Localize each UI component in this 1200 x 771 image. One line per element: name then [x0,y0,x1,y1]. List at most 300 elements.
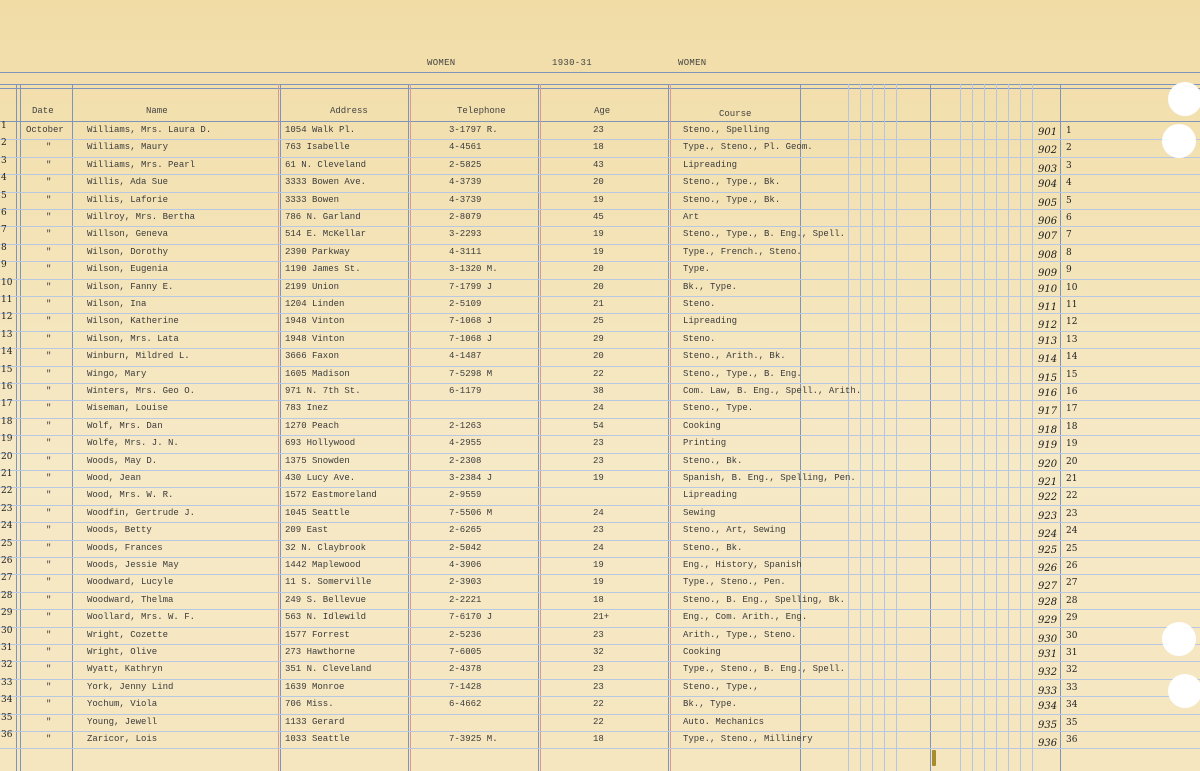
row-date: " [46,438,52,449]
table-row [0,661,1200,678]
binder-hole [1162,622,1196,656]
row-date: " [46,368,52,379]
row-name: Woods, Frances [87,542,163,553]
row-age: 23 [593,681,604,692]
table-row [0,122,1200,139]
row-telephone: 2-6265 [449,525,482,536]
row-name: Wolf, Mrs. Dan [87,420,163,431]
row-course: Art [683,212,700,222]
row-course: Type., Steno., B. Eng., Spell. [683,664,846,675]
row-age: 18 [593,594,604,605]
row-line-number-left: 31 [1,643,13,653]
row-telephone: 6-4662 [449,699,482,710]
table-row [0,731,1200,748]
table-row [0,714,1200,731]
row-line-number-right: 17 [1066,404,1078,415]
table-row [0,157,1200,174]
row-name: Williams, Mrs. Pearl [87,159,196,170]
row-line-number-right: 31 [1066,648,1078,658]
row-age: 25 [593,316,604,327]
row-course: Lipreading [683,159,738,170]
row-line-number-right: 32 [1066,665,1078,676]
row-address: 11 S. Somerville [285,577,372,588]
column-header-age: Age [594,106,611,116]
row-telephone: 7-1428 [449,681,482,692]
table-row [0,435,1200,452]
row-telephone: 2-2221 [449,594,482,605]
row-line-number-left: 18 [1,416,13,427]
row-line-number-right: 26 [1066,561,1078,571]
row-telephone: 2-5109 [449,299,482,309]
row-handwritten-number: 922 [1038,492,1058,504]
row-course: Steno., Type., B. Eng. [683,368,802,379]
row-line-number-right: 29 [1066,613,1078,624]
row-address: 514 E. McKellar [285,229,367,240]
row-line-number-right: 14 [1066,352,1078,363]
row-name: Wright, Cozette [87,629,169,640]
row-address: 763 Isabelle [285,142,350,153]
row-telephone: 7-3925 M. [449,734,498,744]
row-name: Woods, Betty [87,525,152,536]
row-line-number-left: 11 [1,295,13,305]
row-telephone: 7-5298 M [449,368,493,379]
row-telephone: 6-1179 [449,386,482,396]
row-line-number-right: 8 [1066,247,1072,258]
row-line-number-left: 14 [1,347,13,358]
row-handwritten-number: 917 [1038,406,1058,418]
row-telephone: 2-5042 [449,542,482,553]
row-telephone: 4-3739 [449,177,482,188]
table-row [0,592,1200,609]
table-row [0,174,1200,191]
row-line-number-left: 12 [1,312,13,323]
row-telephone: 7-1799 J [449,281,493,292]
table-row [0,574,1200,591]
row-handwritten-number: 904 [1038,179,1058,191]
binder-hole [1168,82,1200,116]
row-age: 20 [593,177,604,188]
row-telephone: 7-6005 [449,647,482,657]
row-line-number-left: 27 [1,573,13,584]
row-course: Eng., Com. Arith., Eng. [683,612,808,623]
row-line-number-right: 24 [1066,526,1078,537]
row-name: Winters, Mrs. Geo O. [87,386,196,396]
row-line-number-left: 5 [1,190,7,201]
row-age: 54 [593,420,604,431]
row-age: 38 [593,386,604,396]
row-age: 21+ [593,612,610,623]
row-date: " [46,316,52,327]
row-address: 3333 Bowen Ave. [285,177,367,188]
row-age: 23 [593,125,604,135]
row-date: " [46,212,52,222]
row-handwritten-number: 932 [1038,667,1058,679]
row-date: " [46,264,52,275]
row-course: Spanish, B. Eng., Spelling, Pen. [683,473,856,483]
row-name: Wyatt, Kathryn [87,664,163,675]
row-address: 430 Lucy Ave. [285,473,356,483]
table-row [0,487,1200,504]
row-telephone: 4-3111 [449,246,482,257]
column-header-course: Course [719,109,752,119]
row-handwritten-number: 906 [1038,216,1058,227]
table-row [0,453,1200,470]
row-date: " [46,159,52,170]
row-date: " [46,333,52,344]
row-line-number-right: 30 [1066,630,1078,641]
header-women-left: WOMEN [427,58,456,68]
row-address: 693 Hollywood [285,438,356,449]
row-name: Williams, Maury [87,142,169,153]
row-course: Type., Steno., Pen. [683,577,786,588]
row-date: " [46,473,52,483]
row-line-number-left: 22 [1,486,13,497]
row-handwritten-number: 909 [1038,268,1058,280]
row-handwritten-number: 919 [1038,440,1058,452]
row-age: 19 [593,473,604,483]
row-handwritten-number: 918 [1038,424,1058,436]
table-row [0,296,1200,313]
row-line-number-right: 34 [1066,700,1078,711]
table-row [0,383,1200,400]
table-row [0,244,1200,261]
row-course: Steno. [683,299,716,309]
row-course: Sewing [683,507,716,518]
row-telephone: 7-1068 J [449,333,493,344]
row-line-number-left: 3 [1,155,7,166]
row-telephone: 2-1263 [449,420,482,431]
row-name: Wilson, Katherine [87,316,179,327]
row-address: 1639 Monroe [285,681,345,692]
row-date: " [46,299,52,309]
row-telephone: 7-1068 J [449,316,493,327]
row-address: 3333 Bowen [285,194,340,205]
row-line-number-left: 7 [1,225,7,236]
row-telephone: 2-5825 [449,159,482,170]
row-name: Wood, Jean [87,473,142,483]
row-date: " [46,681,52,692]
row-handwritten-number: 914 [1038,354,1058,366]
row-telephone: 3-1320 M. [449,264,498,275]
header-rule [0,72,1200,73]
row-age: 45 [593,212,604,222]
row-line-number-right: 19 [1066,439,1078,450]
row-course: Steno., Arith., Bk. [683,351,786,362]
row-telephone: 7-6170 J [449,612,493,623]
row-line-number-left: 17 [1,399,13,410]
row-age: 21 [593,299,604,309]
row-telephone: 2-4378 [449,664,482,675]
row-line-number-left: 25 [1,538,13,549]
table-row [0,331,1200,348]
row-name: Young, Jewell [87,716,158,727]
row-age: 24 [593,403,604,414]
row-telephone: 4-3739 [449,194,482,205]
row-handwritten-number: 901 [1038,127,1058,138]
row-line-number-left: 4 [1,173,7,184]
row-age: 22 [593,716,604,727]
row-course: Steno., Bk. [683,542,743,553]
row-line-number-right: 7 [1066,230,1072,241]
row-line-number-left: 15 [1,364,13,375]
table-row [0,418,1200,435]
row-age: 23 [593,664,604,675]
row-course: Printing [683,438,727,449]
row-age: 19 [593,229,604,240]
row-telephone: 4-4561 [449,142,482,153]
row-address: 1577 Forrest [285,629,350,640]
row-handwritten-number: 926 [1038,563,1058,574]
row-course: Steno., Type., [683,681,759,692]
row-age: 32 [593,647,604,657]
row-age: 23 [593,629,604,640]
row-telephone: 2-9559 [449,490,482,501]
row-address: 783 Inez [285,403,329,414]
row-line-number-left: 32 [1,660,13,671]
row-date: " [46,507,52,518]
row-name: Wilson, Mrs. Lata [87,333,179,344]
table-row [0,609,1200,626]
row-date: " [46,734,52,744]
row-handwritten-number: 935 [1038,719,1058,731]
row-age: 22 [593,368,604,379]
row-address: 1375 Snowden [285,455,350,466]
row-line-number-right: 28 [1066,595,1078,606]
row-telephone: 2-2308 [449,455,482,466]
row-date: " [46,560,52,570]
row-address: 1133 Gerard [285,716,345,727]
row-age: 19 [593,194,604,205]
row-course: Cooking [683,420,721,431]
row-address: 563 N. Idlewild [285,612,367,623]
row-course: Lipreading [683,316,738,327]
row-date: " [46,403,52,414]
row-course: Steno., Bk. [683,455,743,466]
row-handwritten-number: 903 [1038,163,1058,175]
row-handwritten-number: 921 [1038,477,1058,488]
row-date: " [46,629,52,640]
row-handwritten-number: 915 [1038,372,1058,384]
row-name: Woods, May D. [87,455,158,466]
column-header-date: Date [32,106,54,116]
row-name: Wiseman, Louise [87,403,169,414]
row-address: 1204 Linden [285,299,345,309]
row-name: Willroy, Mrs. Bertha [87,212,196,222]
row-handwritten-number: 923 [1038,510,1058,522]
row-date: " [46,455,52,466]
row-handwritten-number: 907 [1038,231,1058,243]
row-line-number-right: 13 [1066,334,1078,345]
row-telephone: 3-1797 R. [449,125,498,135]
column-header-address: Address [330,106,368,116]
row-date: " [46,577,52,588]
row-line-number-right: 23 [1066,508,1078,519]
table-row [0,627,1200,644]
row-handwritten-number: 928 [1038,596,1058,608]
row-line-number-left: 24 [1,521,13,532]
table-row [0,470,1200,487]
row-address: 32 N. Claybrook [285,542,367,553]
row-name: Woods, Jessie May [87,560,179,570]
row-course: Steno. [683,333,716,344]
column-header-name: Name [146,106,168,116]
table-row [0,696,1200,713]
row-date: " [46,525,52,536]
row-line-number-right: 10 [1066,282,1078,293]
header-year: 1930-31 [552,58,592,68]
row-name: York, Jenny Lind [87,681,174,692]
table-row [0,366,1200,383]
row-handwritten-number: 936 [1038,738,1058,749]
row-age: 23 [593,525,604,536]
row-name: Woodward, Lucyle [87,577,174,588]
row-handwritten-number: 916 [1038,388,1058,399]
row-course: Type., Steno., Millinery [683,734,813,744]
row-course: Steno., Type., Bk. [683,177,781,188]
row-course: Type., Steno., Pl. Geom. [683,142,813,153]
row-address: 1270 Peach [285,420,340,431]
row-line-number-right: 5 [1066,195,1072,206]
row-course: Com. Law, B. Eng., Spell., Arith. [683,386,862,396]
row-address: 1948 Vinton [285,316,345,327]
row-handwritten-number: 924 [1038,529,1058,541]
ink-mark [932,750,936,766]
row-telephone: 7-5506 M [449,507,493,518]
table-row [0,348,1200,365]
row-line-number-left: 20 [1,451,13,462]
row-date: " [46,386,52,396]
row-course: Cooking [683,647,721,657]
row-name: Wolfe, Mrs. J. N. [87,438,179,449]
row-date: " [46,716,52,727]
header-women-right: WOMEN [678,58,707,68]
row-line-number-right: 15 [1066,369,1078,380]
row-course: Bk., Type. [683,281,738,292]
row-name: Woodward, Thelma [87,594,174,605]
row-name: Willis, Ada Sue [87,177,169,188]
table-row [0,400,1200,417]
row-age: 20 [593,281,604,292]
row-telephone: 3-2384 J [449,473,493,483]
row-age: 43 [593,159,604,170]
row-handwritten-number: 911 [1038,302,1058,313]
row-telephone: 2-5236 [449,629,482,640]
row-date: " [46,699,52,710]
row-line-number-left: 23 [1,503,13,514]
row-date: " [46,594,52,605]
row-date: " [46,647,52,657]
row-handwritten-number: 905 [1038,197,1058,209]
row-line-number-left: 16 [1,382,13,392]
row-line-number-left: 30 [1,625,13,636]
row-age: 20 [593,264,604,275]
row-line-number-right: 16 [1066,387,1078,397]
row-line-number-right: 4 [1066,178,1072,189]
table-row [0,226,1200,243]
row-line-number-right: 27 [1066,578,1078,589]
row-age: 18 [593,734,604,744]
row-telephone: 4-1487 [449,351,482,362]
row-name: Wood, Mrs. W. R. [87,490,174,501]
row-name: Woollard, Mrs. W. F. [87,612,196,623]
row-telephone: 3-2293 [449,229,482,240]
row-handwritten-number: 910 [1038,283,1058,295]
binder-hole [1168,674,1200,708]
table-row [0,139,1200,156]
row-course: Lipreading [683,490,738,501]
table-row [0,644,1200,661]
row-address: 1190 James St. [285,264,361,275]
row-date: October [26,125,64,135]
row-telephone: 4-2955 [449,438,482,449]
row-course: Steno., Spelling [683,125,770,135]
row-course: Steno., B. Eng., Spelling, Bk. [683,594,846,605]
row-date: " [46,194,52,205]
row-date: " [46,229,52,240]
row-address: 1033 Seattle [285,734,350,744]
row-handwritten-number: 902 [1038,145,1058,157]
row-handwritten-number: 933 [1038,685,1058,697]
row-address: 209 East [285,525,329,536]
row-line-number-left: 9 [1,260,7,271]
column-header-telephone: Telephone [457,106,506,116]
table-row [0,679,1200,696]
row-name: Willson, Geneva [87,229,169,240]
row-age: 29 [593,333,604,344]
row-line-number-right: 35 [1066,717,1078,728]
row-address: 1605 Madison [285,368,350,379]
row-course: Eng., History, Spanish [683,560,802,570]
row-line-number-right: 1 [1066,126,1072,136]
row-handwritten-number: 913 [1038,335,1058,347]
row-date: " [46,612,52,623]
row-name: Wright, Olive [87,647,158,657]
row-line-number-left: 26 [1,556,13,566]
row-line-number-left: 29 [1,608,13,619]
row-address: 706 Miss. [285,699,334,710]
row-handwritten-number: 920 [1038,458,1058,470]
row-course: Auto. Mechanics [683,716,765,727]
row-line-number-left: 2 [1,138,7,149]
row-line-number-right: 2 [1066,143,1072,154]
table-row [0,279,1200,296]
row-line-number-right: 25 [1066,543,1078,554]
row-line-number-left: 28 [1,590,13,601]
row-name: Wilson, Fanny E. [87,281,174,292]
row-age: 23 [593,438,604,449]
row-handwritten-number: 931 [1038,649,1058,660]
table-row [0,209,1200,226]
row-line-number-right: 21 [1066,474,1078,484]
table-row [0,261,1200,278]
row-address: 1054 Walk Pl. [285,125,356,135]
row-date: " [46,351,52,362]
row-age: 20 [593,351,604,362]
row-course: Type. [683,264,711,275]
row-name: Woodfin, Gertrude J. [87,507,196,518]
row-age: 19 [593,246,604,257]
row-address: 351 N. Cleveland [285,664,372,675]
row-course: Type., French., Steno. [683,246,802,257]
row-course: Bk., Type. [683,699,738,710]
row-rule [0,748,1200,749]
row-line-number-left: 6 [1,208,7,218]
row-course: Steno., Type. [683,403,754,414]
row-address: 61 N. Cleveland [285,159,367,170]
row-name: Wilson, Ina [87,299,147,309]
row-line-number-left: 21 [1,469,13,479]
table-row [0,505,1200,522]
